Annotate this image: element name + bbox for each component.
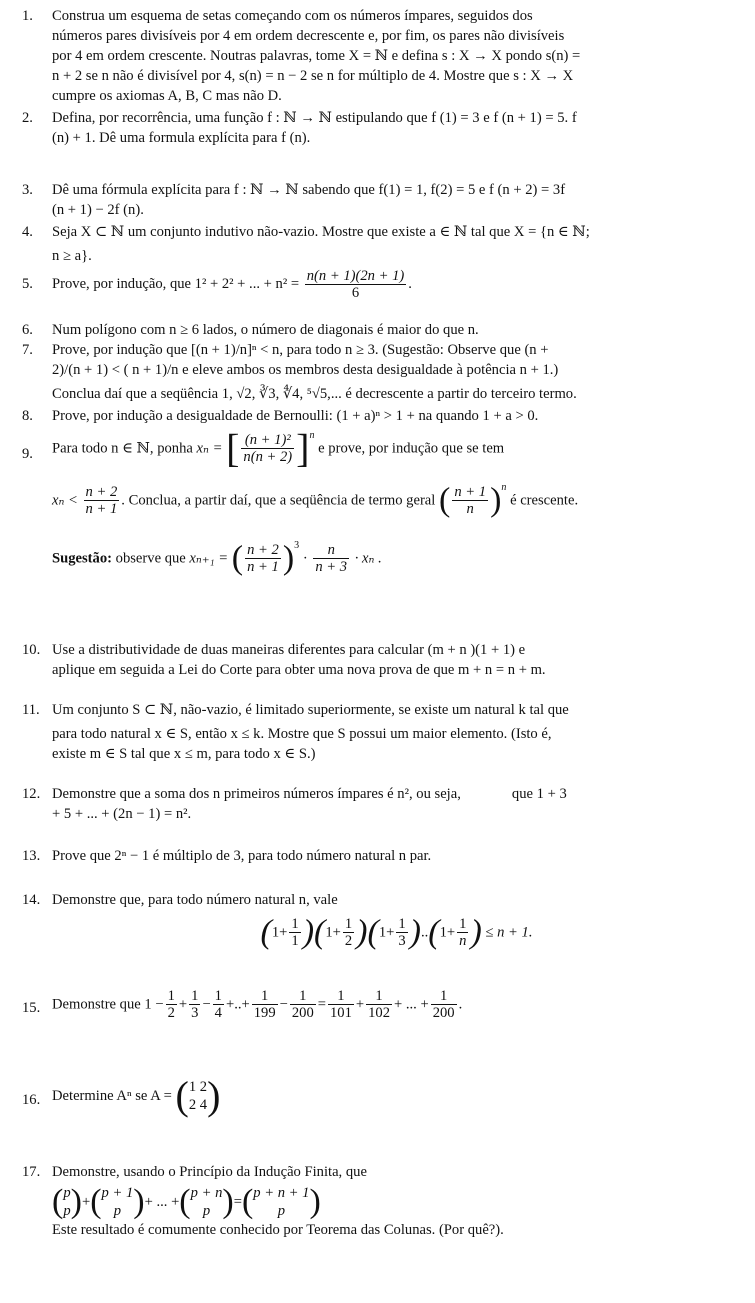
- fraction-denominator: n + 3: [315, 559, 348, 575]
- problem-text: números pares divisíveis por 4 em ordem decrescente e, por fim, os pares não divisíveis: [52, 28, 565, 44]
- problem-number: 7.: [22, 342, 33, 358]
- fraction-denominator: n(n + 2): [243, 449, 293, 465]
- math-expression: xₙ =: [196, 440, 223, 457]
- problem-15: 15. Demonstre que 1 − $\frac{1}{2}$ + $\frac{1}{3}$ − $\frac{1}{4}$ +..+ $\frac{1}{199}$ − $\frac{1}{200}$ = $\frac{1}{101}$ + $\frac{1}{102}$ + ... + $\frac{1}{200}$ .: [22, 988, 463, 1021]
- problem-text: observe que: [115, 550, 186, 567]
- problem-text: 2)/(n + 1) < ( n + 1)/n e eleve ambos os membros desta desigualdade à potência n + 1.): [52, 362, 559, 378]
- problem-text: Demonstre que: [52, 996, 141, 1013]
- problem-number: 17.: [22, 1164, 41, 1180]
- problem-11: [22, 700, 741, 764]
- problem-text: Prove que 2ⁿ − 1 é múltiplo de 3, para todo número natural n par.: [52, 848, 432, 864]
- problem-text: Construa um esquema de setas começando com os números ímpares, seguidos dos: [52, 8, 533, 24]
- bracket-right: ]: [296, 425, 310, 471]
- problem-text: Este resultado é comumente conhecido por Teorema das Colunas. (Por quê?).: [52, 1222, 504, 1238]
- problem-text: (n + 1) − 2f (n).: [52, 202, 144, 218]
- paren-right: ): [282, 539, 295, 577]
- problem-text: aplique em seguida a Lei do Corte para obter uma nova prova de que m + n = n + m.: [52, 662, 546, 678]
- problem-7: [22, 340, 741, 404]
- suggestion-label: Sugestão:: [52, 550, 112, 567]
- fraction-denominator: n: [452, 500, 488, 517]
- problem-text: Prove, por indução que [(n + 1)/n]ⁿ < n, para todo n ≥ 3. (Sugestão: Observe que (n +: [52, 342, 549, 358]
- problem-text: Conclua daí que a seqüência 1, √2, ∛3, ∜4, ⁵√5,... é decrescente a partir do terceiro termo.: [52, 386, 577, 402]
- problem-6: [22, 320, 741, 340]
- problem-number: 9.: [22, 446, 33, 462]
- problem-text: Determine Aⁿ se A =: [52, 1088, 172, 1104]
- xn-fraction: [241, 432, 294, 465]
- problem-13: [22, 846, 741, 866]
- problem-text: . Conclua, a partir daí, que a seqüência de termo geral: [121, 492, 436, 509]
- paren-left: (: [231, 539, 244, 577]
- fraction-numerator: n + 1: [454, 484, 487, 500]
- alternating-sum: 1 −: [144, 996, 164, 1013]
- problem-text: é crescente.: [510, 492, 579, 509]
- product-inequality: (1+ $\frac{1}{1}$ )(1+ $\frac{1}{2}$ )(1+ $\frac{1}{3}$ )..(1+ $\frac{1}{n}$ ) ≤ n + 1.: [260, 913, 533, 951]
- problem-text: e prove, por indução que se tem: [318, 440, 505, 457]
- general-term-fraction: [452, 484, 488, 517]
- punctuation: .: [408, 275, 412, 292]
- problem-text: Demonstre que a soma dos n primeiros números ímpares é n², ou seja, que 1 + 3: [52, 786, 567, 802]
- problem-17: [22, 1162, 741, 1240]
- problem-5: [22, 268, 741, 301]
- problem-text: Demonstre, usando o Princípio da Indução Finita, que: [52, 1164, 367, 1180]
- problem-number: 8.: [22, 408, 33, 424]
- suggestion-fraction-1: [245, 542, 281, 575]
- problem-text: por 4 em ordem crescente. Noutras palavras, tome X = ℕ e defina s : X → X pondo s(n) =: [52, 48, 581, 64]
- problem-text: Prove, por indução, que 1² + 2² + ... + n² =: [52, 275, 300, 292]
- problem-number: 15.: [22, 1000, 41, 1016]
- suggestion-fraction-2: [313, 542, 349, 575]
- binomial-sum: ( p p )+( p + 1 p )+ ... +( p + n p )=( p + n + 1 p ): [52, 1183, 321, 1220]
- fraction-denominator: 6: [305, 284, 407, 301]
- fraction-numerator: n + 2: [247, 542, 279, 558]
- problem-number: 14.: [22, 892, 41, 908]
- problem-8: [22, 406, 741, 426]
- problem-number: 12.: [22, 786, 41, 802]
- sum-squares-fraction: [305, 268, 407, 301]
- problem-number: 6.: [22, 322, 33, 338]
- problem-text: Para todo n ∈ ℕ, ponha: [52, 440, 193, 457]
- paren-right: ): [490, 481, 502, 519]
- math-expression: xₙ₊₁ =: [189, 550, 229, 567]
- fraction-numerator: (n + 1)²: [244, 432, 291, 448]
- problem-14: [22, 890, 741, 949]
- problem-2: [22, 108, 741, 148]
- inequality-rhs: ≤ n + 1.: [485, 924, 533, 941]
- problem-text: Dê uma fórmula explícita para f : ℕ → ℕ sabendo que f(1) = 1, f(2) = 5 e f (n + 2) = 3f: [52, 182, 566, 198]
- problem-text: Defina, por recorrência, uma função f : ℕ → ℕ estipulando que f (1) = 3 e f (n + 1) = 5. f: [52, 110, 577, 126]
- problem-3: [22, 180, 741, 220]
- problem-text: cumpre os axiomas A, B, C mas não D.: [52, 88, 282, 104]
- fraction-numerator: n(n + 1)(2n + 1): [306, 268, 405, 284]
- problem-16: 16. Determine Aⁿ se A = ( 1 2 2 4 ): [22, 1073, 221, 1118]
- problem-text: existe m ∈ S tal que x ≤ m, para todo x ∈ S.): [52, 746, 316, 762]
- problem-1: [22, 6, 741, 106]
- problem-number: 5.: [22, 276, 33, 292]
- problem-4: [22, 222, 741, 266]
- problem-number: 4.: [22, 224, 33, 240]
- problem-text: + 5 + ... + (2n − 1) = n².: [52, 806, 192, 822]
- problem-9: 9. Para todo n ∈ ℕ, ponha xₙ = [ $\frac{\text{(n + 1)²}}{n(n + 2)}$ ]$^n$ e prove, por indução que se tem xₙ < $\frac{n + 2}{n + 1}$ . Conclua, a partir daí, que a seqüência de termo geral ( $\frac{n + 1}{n}$ )$^n$ é crescente. Sugestão: observe que xₙ₊₁ = ( $\frac{n + 2}{n + 1}$ )$^3$ · $\frac{n}{n + 3}$ · xₙ .: [22, 425, 579, 577]
- math-expression: · xₙ .: [354, 550, 382, 567]
- matrix-row: 2 4: [188, 1097, 208, 1113]
- paren-left: (: [439, 481, 451, 519]
- problem-number: 16.: [22, 1092, 41, 1108]
- problem-number: 2.: [22, 110, 33, 126]
- bracket-left: [: [226, 425, 240, 471]
- fraction-denominator: n + 1: [85, 501, 118, 517]
- problem-10: [22, 640, 741, 680]
- problem-text: Prove, por indução a desigualdade de Bernoulli: (1 + a)ⁿ > 1 + na quando 1 + a > 0.: [52, 408, 539, 424]
- problem-text: Um conjunto S ⊂ ℕ, não-vazio, é limitado superiormente, se existe um natural k tal que: [52, 702, 569, 718]
- bound-fraction: [84, 484, 120, 517]
- problem-text: Seja X ⊂ ℕ um conjunto indutivo não-vazio. Mostre que existe a ∈ ℕ tal que X = {n ∈ ℕ;: [52, 224, 590, 240]
- problem-text: para todo natural x ∈ S, então x ≤ k. Mostre que S possui um maior elemento. (Isto é,: [52, 726, 552, 742]
- problem-text: n ≥ a}.: [52, 248, 92, 264]
- problem-number: 11.: [22, 702, 40, 718]
- problem-text: (n) + 1. Dê uma formula explícita para f (n).: [52, 130, 311, 146]
- problem-number: 3.: [22, 182, 33, 198]
- problem-number: 10.: [22, 642, 41, 658]
- fraction-denominator: n + 1: [247, 559, 279, 575]
- fraction-numerator: n + 2: [85, 484, 118, 500]
- matrix-a: [189, 1078, 207, 1114]
- problem-number: 13.: [22, 848, 41, 864]
- problem-text: Use a distributividade de duas maneiras diferentes para calcular (m + n )(1 + 1) e: [52, 642, 526, 658]
- problem-number: 1.: [22, 8, 33, 24]
- math-expression: xₙ <: [52, 492, 78, 509]
- problem-text: Demonstre que, para todo número natural n, vale: [52, 892, 338, 908]
- problem-text: n + 2 se n não é divisível por 4, s(n) = n − 2 se n for múltiplo de 4. Mostre que s : X → X: [52, 68, 574, 84]
- matrix-row: 1 2: [188, 1079, 208, 1095]
- problem-text: Num polígono com n ≥ 6 lados, o número de diagonais é maior do que n.: [52, 322, 479, 338]
- problem-12: [22, 784, 741, 824]
- fraction-numerator: n: [327, 542, 335, 558]
